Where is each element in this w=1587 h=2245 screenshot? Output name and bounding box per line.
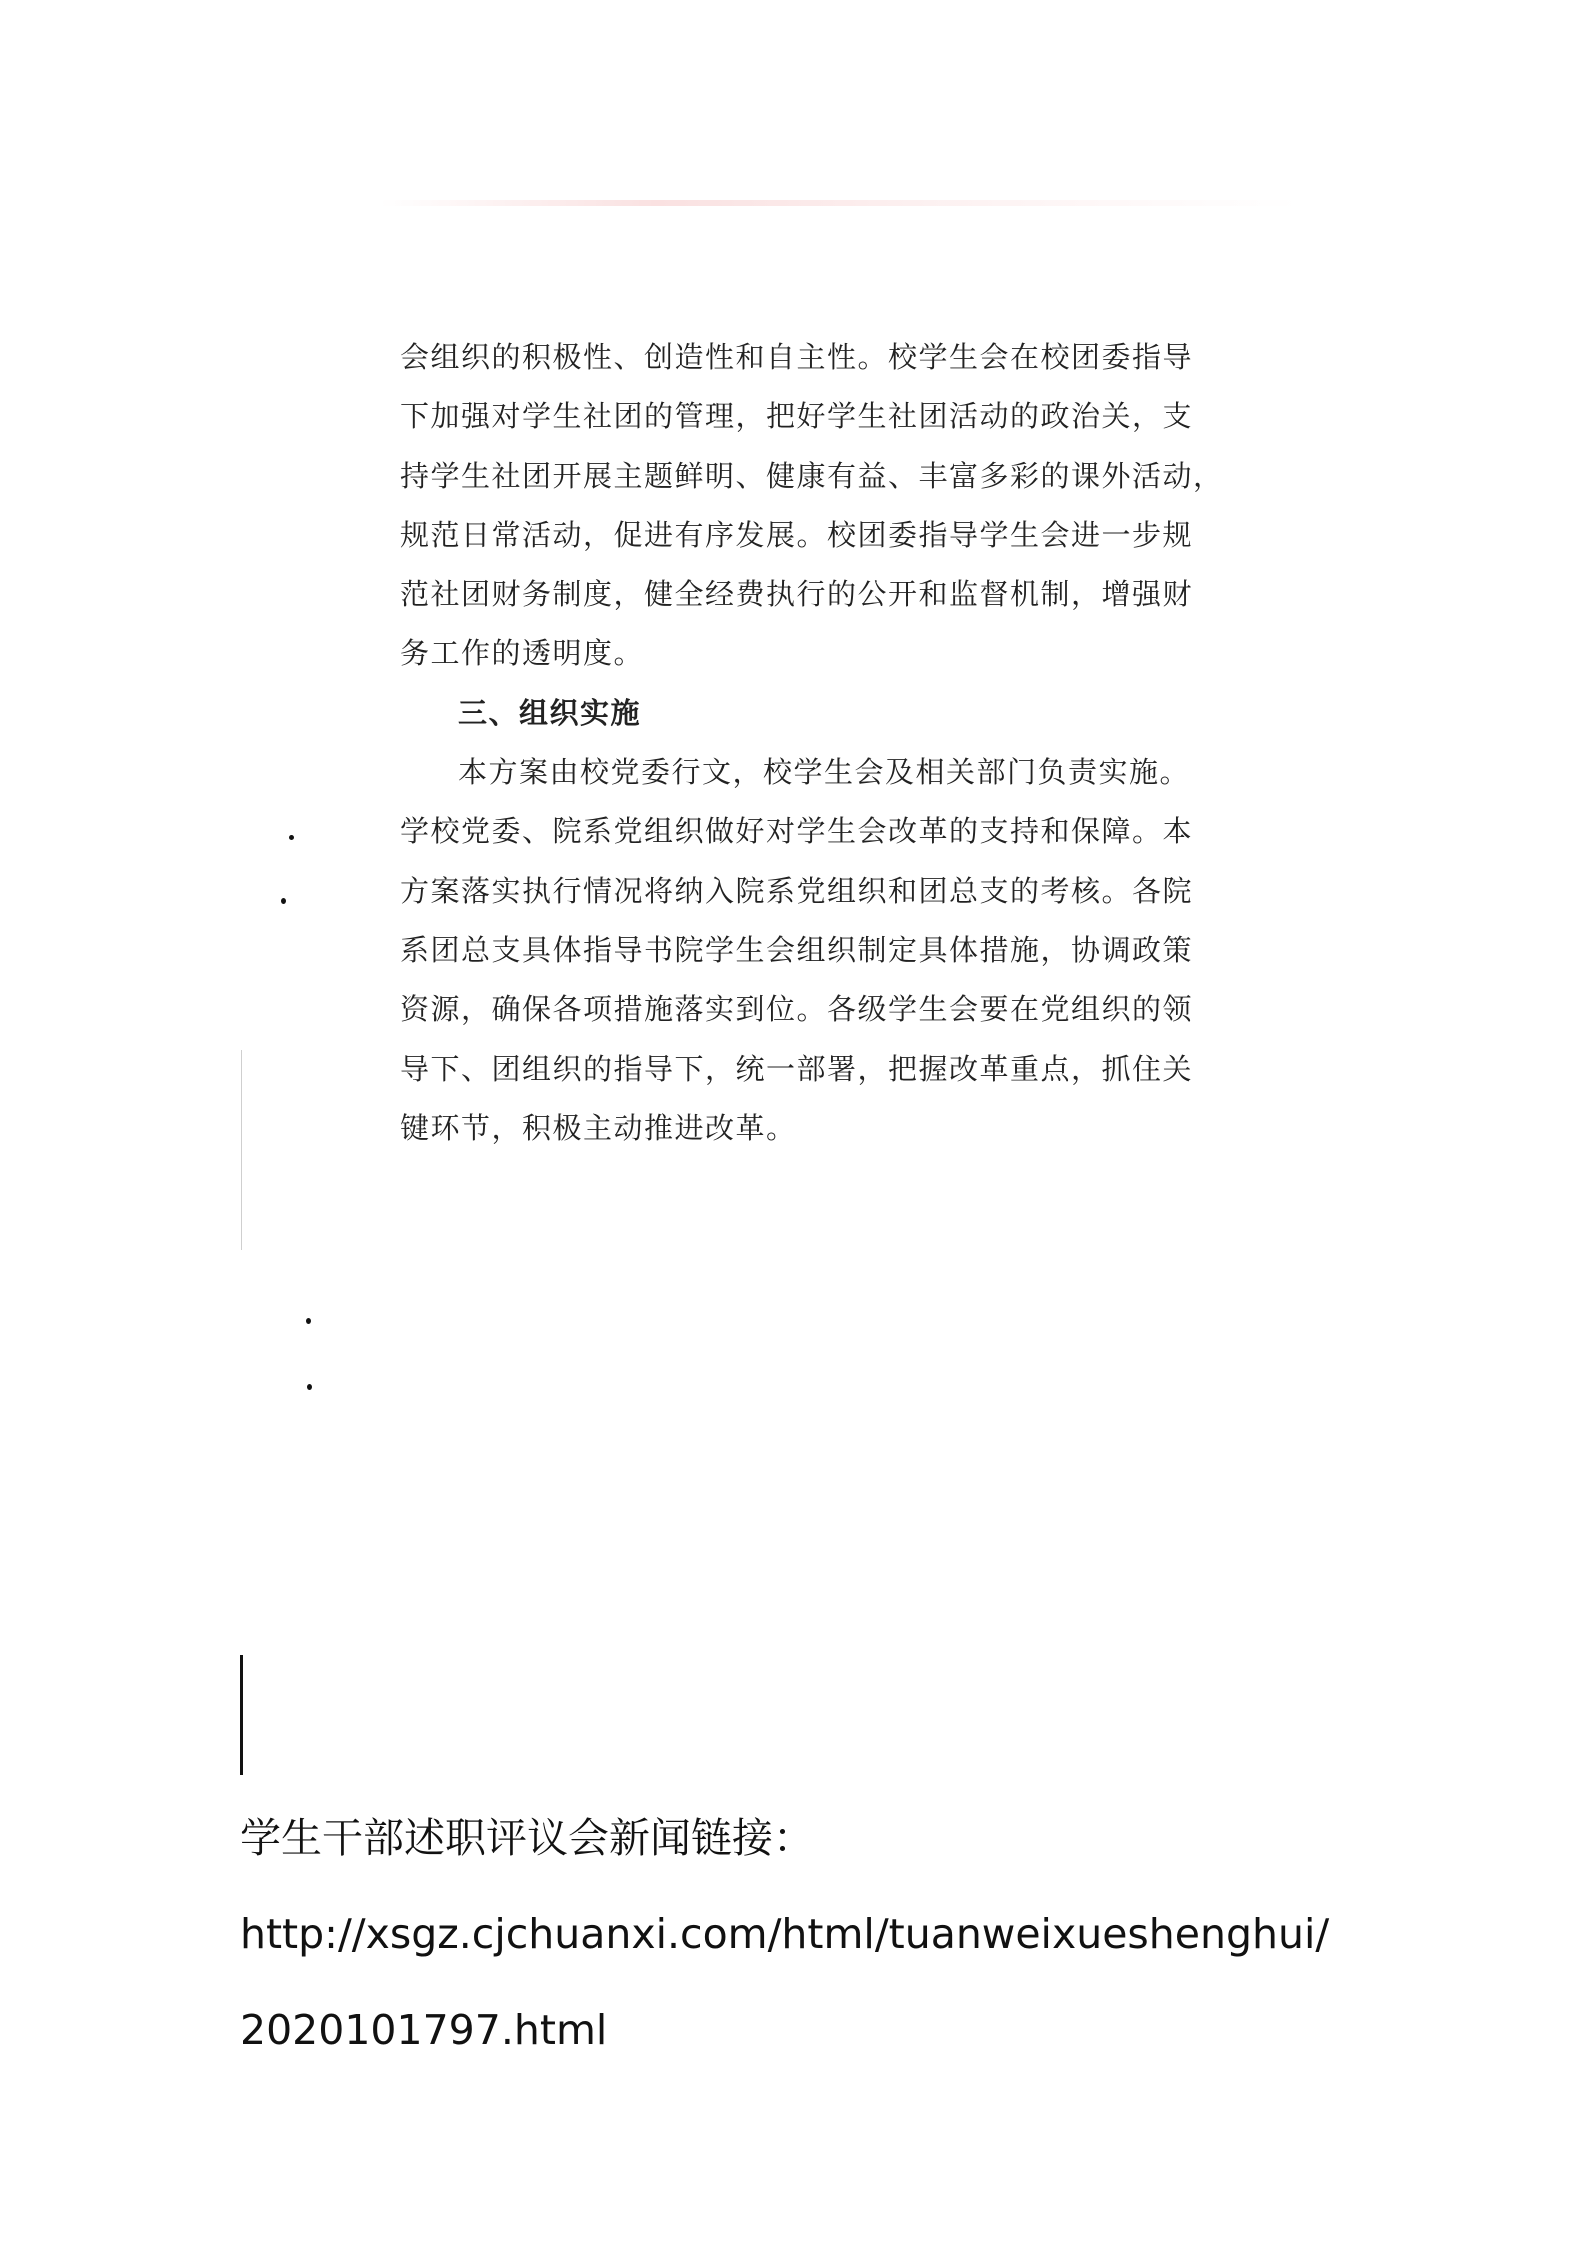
paragraph-line: 务工作的透明度。	[400, 636, 645, 671]
caption-label: 学生干部述职评议会新闻链接：	[240, 1814, 814, 1862]
scan-edge-line	[241, 1050, 242, 1250]
paragraph-line: 范社团财务制度，健全经费执行的公开和监督机制，增强财	[400, 577, 1194, 612]
scan-dot	[306, 1318, 311, 1324]
scan-edge-line	[240, 1655, 243, 1775]
section-heading: 三、组织实施	[458, 695, 642, 730]
paragraph-line: 持学生社团开展主题鲜明、健康有益、丰富多彩的课外活动，	[400, 458, 1224, 493]
news-link-url[interactable]: http://xsgz.cjchuanxi.com/html/tuanweixueshenghui/	[240, 1910, 1330, 1958]
paragraph-line: 系团总支具体指导书院学生会组织制定具体措施，协调政策	[400, 932, 1194, 967]
paragraph-line: 规范日常活动，促进有序发展。校团委指导学生会进一步规	[400, 517, 1194, 552]
scan-dot	[281, 898, 286, 904]
paragraph-line: 会组织的积极性、创造性和自主性。校学生会在校团委指导	[400, 340, 1194, 374]
scan-top-edge	[380, 200, 1300, 206]
paragraph-line: 键环节，积极主动推进改革。	[400, 1110, 797, 1145]
paragraph-line: 导下、团组织的指导下，统一部署，把握改革重点，抓住关	[400, 1051, 1194, 1086]
scan-dot	[307, 1384, 312, 1390]
news-link-caption	[240, 1790, 1329, 2078]
document-body	[400, 328, 1224, 1158]
scan-dot	[289, 835, 294, 840]
paragraph-line: 学校党委、院系党组织做好对学生会改革的支持和保障。本	[400, 814, 1194, 849]
paragraph-line: 下加强对学生社团的管理，把好学生社团活动的政治关，支	[400, 399, 1194, 434]
news-link-url-continued[interactable]: 2020101797.html	[240, 2006, 608, 2054]
paragraph-line: 资源，确保各项措施落实到位。各级学生会要在党组织的领	[400, 992, 1194, 1027]
paragraph-line: 方案落实执行情况将纳入院系党组织和团总支的考核。各院	[400, 873, 1194, 908]
paragraph-line: 本方案由校党委行文，校学生会及相关部门负责实施。	[458, 755, 1191, 790]
